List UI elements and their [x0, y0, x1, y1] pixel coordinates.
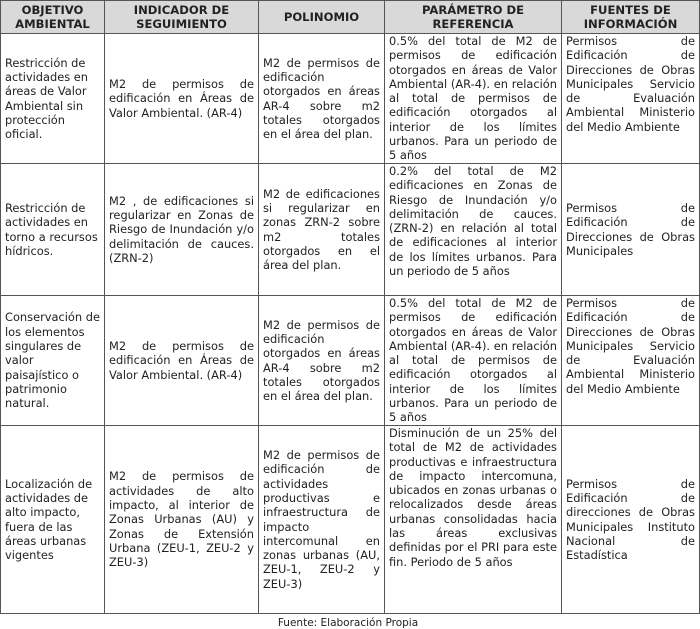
cell-fuentes: Permisos de Edificación de Direcciones de Obras Municipales Servicio de Evaluación Ambiental Ministerio del Medio Ambiente [562, 296, 700, 426]
table-row [1, 34, 700, 164]
table-row [1, 164, 700, 296]
table-row [1, 296, 700, 426]
header-parametro: PARÁMETRO DE REFERENCIA [385, 1, 562, 34]
table-source-caption: Fuente: Elaboración Propia [277, 617, 419, 629]
header-polinomio: POLINOMIO [259, 1, 385, 34]
cell-parametro: 0.5% del total de M2 de permisos de edificación otorgados en áreas de Valor Ambiental (AR-4). en relación al total de permisos de edificación otorgados al interior de los límites urbanos. Para un periodo de 5 años [385, 34, 562, 164]
cell-fuentes: Permisos de Edificación de direcciones de Obras Municipales Instituto Nacional de Estadística [562, 426, 700, 614]
header-row [1, 1, 700, 34]
cell-indicador: M2 de permisos de actividades de alto impacto, al interior de Zonas Urbanas (AU) y Zonas de Extensión Urbana (ZEU-1, ZEU-2 y ZEU-3) [105, 426, 259, 614]
cell-objetivo: Conservación de los elementos singulares de valor paisajístico o patrimonio natural. [1, 296, 105, 426]
header-fuentes: FUENTES DE INFORMACIÓN [562, 1, 700, 34]
cell-polinomio: M2 de permisos de edificación otorgados en áreas AR-4 sobre m2 totales otorgados en el área del plan. [259, 296, 385, 426]
header-indicador: INDICADOR DE SEGUIMIENTO [105, 1, 259, 34]
cell-parametro: 0.5% del total de M2 de permisos de edificación otorgados en áreas de Valor Ambiental (AR-4). en relación al total de permisos de edificación otorgados al interior de los límites urbanos. Para un periodo de 5 años [385, 296, 562, 426]
cell-polinomio: M2 de edificaciones si regularizar en zonas ZRN-2 sobre m2 totales otorgados en el área del plan. [259, 164, 385, 296]
cell-indicador: M2 , de edificaciones si regularizar en Zonas de Riesgo de Inundación y/o delimitación de cauces. (ZRN-2) [105, 164, 259, 296]
header-objetivo: OBJETIVO AMBIENTAL [1, 1, 105, 34]
cell-parametro: 0.2% del total de M2 edificaciones en Zonas de Riesgo de Inundación y/o delimitación de cauces. (ZRN-2) en relación al total de edificaciones al interior de los límites urbanos. Para un periodo de 5 años [385, 164, 562, 296]
cell-parametro: Disminución de un 25% del total de M2 de actividades productivas e infraestructura de impacto intercomuna, ubicados en zonas urbanas o relocalizados desde áreas urbanas consolidadas hacia las áreas exclusivas definidas por el PRI para este fin. Periodo de 5 años [385, 426, 562, 614]
cell-objetivo: Localización de actividades de alto impacto, fuera de las áreas urbanas vigentes [1, 426, 105, 614]
cell-objetivo: Restricción de actividades en áreas de Valor Ambiental sin protección oficial. [1, 34, 105, 164]
cell-indicador: M2 de permisos de edificación en Áreas de Valor Ambiental. (AR-4) [105, 34, 259, 164]
cell-polinomio: M2 de permisos de edificación otorgados en áreas AR-4 sobre m2 totales otorgados en el área del plan. [259, 34, 385, 164]
cell-objetivo: Restricción de actividades en torno a recursos hídricos. [1, 164, 105, 296]
table-row [1, 426, 700, 614]
cell-fuentes: Permisos de Edificación de Direcciones de Obras Municipales Servicio de Evaluación Ambiental Ministerio del Medio Ambiente [562, 34, 700, 164]
cell-fuentes: Permisos de Edificación de Direcciones de Obras Municipales [562, 164, 700, 296]
cell-polinomio: M2 de permisos de edificación de actividades productivas e infraestructura de impacto intercomunal en zonas urbanas (AU, ZEU-1, ZEU-2 y ZEU-3) [259, 426, 385, 614]
cell-indicador: M2 de permisos de edificación en Áreas de Valor Ambiental. (AR-4) [105, 296, 259, 426]
